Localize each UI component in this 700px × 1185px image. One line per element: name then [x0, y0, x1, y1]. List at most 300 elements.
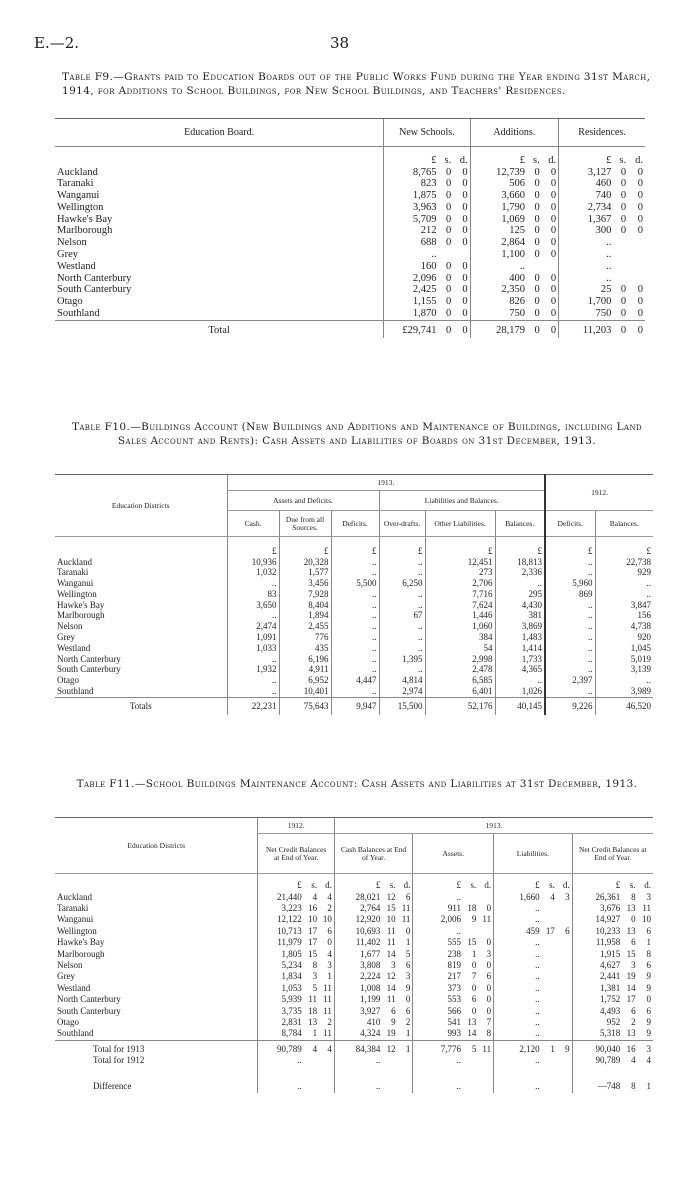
- table-row: [55, 621, 653, 632]
- total-value: 90,789: [258, 1040, 304, 1055]
- cell-value: 7,928: [279, 589, 331, 600]
- total-value: 22,231: [227, 697, 279, 715]
- table-row: [55, 284, 645, 296]
- total-label: Difference: [93, 1081, 132, 1092]
- cell-value: 1: [646, 937, 651, 948]
- cell-value: 0: [462, 201, 468, 213]
- total-value: 40,145: [495, 697, 545, 715]
- cell-value: 1,367: [559, 214, 614, 226]
- cell-value: 1,805: [258, 949, 304, 960]
- col-residences: Residences.: [559, 119, 645, 147]
- cell-value: 14: [386, 982, 396, 993]
- cell-value: 8: [631, 891, 636, 902]
- cell-value: 553: [413, 994, 463, 1005]
- cell-value: 0: [445, 213, 452, 225]
- district-name: Wanganui: [57, 914, 94, 925]
- district-name: South Canterbury: [57, 1005, 121, 1016]
- cell-value: 10: [322, 914, 332, 925]
- cell-value: 0: [534, 178, 540, 190]
- cell-value: 14,927: [572, 914, 622, 925]
- cell-value: ..: [595, 675, 653, 686]
- cell-value: ..: [494, 1006, 542, 1017]
- cell-value: 3,139: [595, 664, 653, 675]
- cell-value: 4,430: [495, 600, 545, 611]
- cell-value: 0: [620, 213, 627, 225]
- total-value: 15,500: [379, 697, 425, 715]
- cell-value: 0: [550, 201, 557, 213]
- cell-value: 2,734: [559, 202, 614, 214]
- cell-value: 10: [308, 914, 318, 925]
- total-value: ..: [258, 1067, 304, 1093]
- year-1913-header: 1913.: [227, 475, 545, 491]
- table-row: [55, 654, 653, 665]
- district-name: Otago: [57, 1016, 79, 1027]
- col-deficits: Deficits.: [331, 511, 379, 537]
- total-value: 46,520: [595, 697, 653, 715]
- cell-value: 0: [534, 225, 540, 237]
- cell-value: 0: [550, 213, 557, 225]
- cell-value: 4,814: [379, 675, 425, 686]
- cell-value: 1,069: [470, 214, 527, 226]
- table-row: [55, 675, 653, 686]
- difference-row: [55, 1067, 653, 1093]
- cell-value: 410: [334, 1017, 382, 1028]
- cell-value: 1: [405, 937, 411, 948]
- cell-value: 0: [327, 937, 332, 948]
- total-value: 0: [438, 320, 453, 338]
- total-value: 16: [622, 1040, 637, 1055]
- total-value: 84,384: [334, 1040, 382, 1055]
- cell-value: 4,627: [572, 960, 622, 971]
- total-value: 4: [304, 1040, 319, 1055]
- cell-value: [557, 1028, 572, 1040]
- cell-value: 2,425: [384, 284, 439, 296]
- cell-value: 0: [486, 982, 492, 993]
- unit-pounds: £: [331, 537, 379, 557]
- cell-value: ..: [494, 971, 542, 982]
- cell-value: 0: [637, 178, 643, 190]
- cell-value: 1,414: [495, 643, 545, 654]
- cell-value: [628, 249, 645, 261]
- district-name: Southland: [57, 308, 100, 320]
- unit-shillings: s.: [629, 880, 636, 891]
- table-row: [55, 686, 653, 697]
- total-value: [542, 1055, 557, 1066]
- table-row: [55, 1028, 653, 1040]
- table-row: [55, 1017, 653, 1028]
- cell-value: ..: [379, 643, 425, 654]
- cell-value: 0: [637, 296, 643, 308]
- cell-value: 3: [486, 948, 492, 959]
- cell-value: 1: [327, 971, 332, 982]
- cell-value: 10: [386, 914, 396, 925]
- cell-value: 10,693: [334, 926, 382, 937]
- cell-value: 0: [637, 225, 643, 237]
- total-label: Totals: [55, 697, 227, 715]
- table-row: [55, 249, 645, 261]
- cell-value: [628, 261, 645, 273]
- cell-value: 4,447: [331, 675, 379, 686]
- total-label: Total: [55, 320, 384, 338]
- cell-value: 920: [595, 632, 653, 643]
- cell-value: 14: [386, 948, 396, 959]
- cell-value: 826: [470, 296, 527, 308]
- total-value: 9,947: [331, 697, 379, 715]
- total-value: 0: [613, 320, 628, 338]
- cell-value: ..: [494, 1017, 542, 1028]
- year-1913-header: 1913.: [334, 818, 653, 834]
- table-row: [55, 937, 653, 948]
- cell-value: 10,401: [279, 686, 331, 697]
- total-value: £29,741: [384, 320, 439, 338]
- cell-value: [557, 937, 572, 948]
- table-row: [55, 178, 645, 190]
- table-f10-title: Table F10.—Buildings Account (New Buildings and Additions and Maintenance of Buildings, including Land Sales Account and Rents): Cash Assets and Liabilities of Boards on 31st December, 1913.: [71, 421, 643, 447]
- cell-value: 15: [626, 948, 636, 959]
- cell-value: 11: [482, 914, 492, 925]
- total-value: [542, 1067, 557, 1093]
- cell-value: 0: [550, 166, 557, 178]
- cell-value: 6,585: [425, 675, 495, 686]
- cell-value: 0: [620, 296, 627, 308]
- cell-value: ..: [413, 892, 463, 903]
- cell-value: 1,045: [595, 643, 653, 654]
- cell-value: 0: [620, 284, 627, 296]
- district-name: South Canterbury: [57, 284, 132, 296]
- cell-value: 6,952: [279, 675, 331, 686]
- table-row: [55, 589, 653, 600]
- unit-pounds: £: [334, 874, 382, 892]
- table-f9-title: Table F9.—Grants paid to Education Boards out of the Public Works Fund during the Year ending 31st March, 1914, for Additions to School Buildings, for New School Buildings, and Teachers' Residences.: [62, 71, 651, 97]
- cell-value: 0: [486, 937, 492, 948]
- cell-value: 0: [534, 190, 540, 202]
- cell-value: 28,021: [334, 892, 382, 903]
- cell-value: 3,963: [384, 202, 439, 214]
- cell-value: 4,911: [279, 664, 331, 675]
- units-spacer: [55, 537, 227, 557]
- cell-value: ..: [331, 610, 379, 621]
- cell-value: ..: [494, 949, 542, 960]
- table-row: [55, 167, 645, 179]
- cell-value: 0: [646, 994, 651, 1005]
- total-value: 11: [478, 1040, 493, 1055]
- table-row: [55, 994, 653, 1005]
- cell-value: 1,790: [470, 202, 527, 214]
- cell-value: 6: [646, 925, 651, 936]
- cell-value: 0: [637, 213, 643, 225]
- cell-value: ..: [494, 983, 542, 994]
- cell-value: 0: [550, 296, 557, 308]
- cell-value: [542, 1006, 557, 1017]
- cell-value: 300: [559, 225, 614, 237]
- cell-value: 10: [642, 914, 651, 925]
- cell-value: 12: [386, 891, 396, 902]
- cell-value: 12,122: [258, 914, 304, 925]
- district-name: Wanganui: [57, 190, 100, 202]
- unit-pounds: £: [494, 874, 542, 892]
- cell-value: ..: [379, 557, 425, 568]
- cell-value: ..: [331, 686, 379, 697]
- cell-value: 8: [486, 1028, 492, 1039]
- district-name: Auckland: [57, 166, 98, 178]
- cell-value: ..: [227, 654, 279, 665]
- cell-value: 0: [631, 914, 636, 925]
- unit-pence: d.: [562, 880, 570, 891]
- cell-value: 160: [384, 261, 439, 273]
- unit-shillings: s.: [311, 880, 318, 891]
- cell-value: [527, 261, 542, 273]
- cell-value: ..: [413, 926, 463, 937]
- cell-value: 3,847: [595, 600, 653, 611]
- cell-value: ..: [559, 249, 614, 261]
- cell-value: 3,223: [258, 903, 304, 914]
- district-name: Nelson: [57, 621, 83, 632]
- total-value: [304, 1067, 319, 1093]
- district-name: Westland: [57, 642, 91, 653]
- district-name: Otago: [57, 296, 83, 308]
- cell-value: ..: [227, 675, 279, 686]
- cell-value: 1,677: [334, 949, 382, 960]
- cell-value: 0: [445, 296, 452, 308]
- col-education-districts: Education Districts: [55, 818, 258, 874]
- cell-value: 5,019: [595, 654, 653, 665]
- cell-value: 6: [471, 994, 477, 1005]
- col-other-liabilities: Other Liabilities.: [425, 511, 495, 537]
- cell-value: 8,765: [384, 167, 439, 179]
- cell-value: [542, 949, 557, 960]
- col-balances-1912: Balances.: [595, 511, 653, 537]
- total-value: 0: [542, 320, 559, 338]
- cell-value: ..: [227, 610, 279, 621]
- cell-value: 1,100: [470, 249, 527, 261]
- cell-value: [613, 273, 628, 285]
- cell-value: 9: [646, 982, 651, 993]
- table-row: [55, 664, 653, 675]
- cell-value: [478, 892, 493, 903]
- cell-value: 0: [620, 178, 627, 190]
- cell-value: 1,894: [279, 610, 331, 621]
- cell-value: ..: [331, 632, 379, 643]
- cell-value: 0: [445, 260, 452, 272]
- cell-value: 6,196: [279, 654, 331, 665]
- cell-value: ..: [545, 567, 595, 578]
- total-row: [55, 1040, 653, 1055]
- unit-pounds: £: [413, 874, 463, 892]
- col-additions: Additions.: [470, 119, 558, 147]
- total-value: ..: [413, 1067, 463, 1093]
- total-value: [398, 1067, 413, 1093]
- cell-value: 6: [327, 925, 332, 936]
- cell-value: 13: [467, 1016, 477, 1027]
- total-value: 9: [557, 1040, 572, 1055]
- cell-value: 750: [559, 308, 614, 320]
- cell-value: 1,091: [227, 632, 279, 643]
- page-number: 38: [330, 34, 350, 52]
- cell-value: 0: [405, 994, 411, 1005]
- cell-value: ..: [545, 654, 595, 665]
- total-value: 4: [631, 1055, 636, 1066]
- cell-value: 5: [312, 982, 318, 993]
- cell-value: 15: [308, 948, 318, 959]
- cell-value: 0: [462, 237, 468, 249]
- cell-value: 4,365: [495, 664, 545, 675]
- cell-value: 0: [550, 237, 557, 249]
- cell-value: 2,006: [413, 914, 463, 925]
- cell-value: 3: [327, 959, 332, 970]
- cell-value: 2: [327, 1016, 332, 1027]
- cell-value: 7,716: [425, 589, 495, 600]
- cell-value: 1,932: [227, 664, 279, 675]
- col-new-schools: New Schools.: [384, 119, 470, 147]
- cell-value: ..: [379, 632, 425, 643]
- unit-pence: d.: [459, 154, 468, 166]
- cell-value: 460: [559, 178, 614, 190]
- cell-value: [557, 971, 572, 982]
- cell-value: 373: [413, 983, 463, 994]
- cell-value: ..: [595, 578, 653, 589]
- cell-value: 3: [312, 971, 318, 982]
- unit-pence: d.: [644, 880, 651, 891]
- cell-value: 1,060: [425, 621, 495, 632]
- cell-value: 4: [327, 948, 332, 959]
- district-name: Wellington: [57, 201, 104, 213]
- col-cash: Cash.: [227, 511, 279, 537]
- cell-value: 5,960: [545, 578, 595, 589]
- total-label: Total for 1913: [55, 1040, 258, 1055]
- cell-value: [613, 249, 628, 261]
- cell-value: 1,446: [425, 610, 495, 621]
- cell-value: [557, 994, 572, 1005]
- cell-value: 1: [471, 948, 477, 959]
- cell-value: 0: [550, 249, 557, 261]
- cell-value: 11: [401, 914, 411, 925]
- cell-value: [438, 249, 453, 261]
- cell-value: 14: [626, 982, 636, 993]
- cell-value: 0: [620, 190, 627, 202]
- cell-value: 217: [413, 971, 463, 982]
- total-value: [557, 1067, 572, 1093]
- cell-value: ..: [494, 937, 542, 948]
- cell-value: 10,936: [227, 557, 279, 568]
- col-overdrafts: Over-drafts.: [379, 511, 425, 537]
- cell-value: ..: [545, 643, 595, 654]
- cell-value: 6: [486, 971, 492, 982]
- cell-value: 1,483: [495, 632, 545, 643]
- cell-value: 16: [308, 902, 318, 913]
- unit-pence: d.: [548, 154, 557, 166]
- table-row: [55, 1006, 653, 1017]
- cell-value: 2,474: [227, 621, 279, 632]
- cell-value: [463, 926, 478, 937]
- cell-value: 0: [445, 166, 452, 178]
- cell-value: 819: [413, 960, 463, 971]
- cell-value: 5,500: [331, 578, 379, 589]
- table-row: [55, 557, 653, 568]
- district-name: Auckland: [57, 891, 92, 902]
- col-net-credit-1912: Net Credit Balances at End of Year.: [258, 834, 334, 874]
- cell-value: 5,939: [258, 994, 304, 1005]
- cell-value: 7: [486, 1016, 492, 1027]
- cell-value: 0: [534, 237, 540, 249]
- cell-value: 0: [550, 190, 557, 202]
- col-net-credit-1913: Net Credit Balances at End of Year.: [572, 834, 653, 874]
- cell-value: 0: [471, 1005, 477, 1016]
- cell-value: 952: [572, 1017, 622, 1028]
- cell-value: 0: [462, 284, 468, 296]
- total-value: ..: [334, 1055, 382, 1066]
- total-value: —748: [572, 1067, 622, 1093]
- cell-value: 0: [637, 190, 643, 202]
- cell-value: ..: [331, 589, 379, 600]
- cell-value: [613, 237, 628, 249]
- cell-value: 19: [626, 971, 636, 982]
- col-due-from-all-sources: Due from all Sources.: [279, 511, 331, 537]
- cell-value: 1,032: [227, 567, 279, 578]
- cell-value: 6: [646, 1005, 651, 1016]
- cell-value: 4,324: [334, 1028, 382, 1040]
- cell-value: 9: [646, 1028, 651, 1039]
- cell-value: 9: [391, 1016, 396, 1027]
- district-name: Taranaki: [57, 178, 94, 190]
- cell-value: 125: [470, 225, 527, 237]
- group-liabilities-balances: Liabilities and Balances.: [379, 491, 545, 511]
- total-value: ..: [334, 1067, 382, 1093]
- cell-value: [557, 960, 572, 971]
- cell-value: 0: [486, 994, 492, 1005]
- cell-value: ..: [384, 249, 439, 261]
- cell-value: 12,451: [425, 557, 495, 568]
- cell-value: 5: [405, 948, 411, 959]
- cell-value: ..: [559, 273, 614, 285]
- cell-value: 1,875: [384, 190, 439, 202]
- unit-shillings: s.: [389, 880, 396, 891]
- table-row: [55, 202, 645, 214]
- cell-value: 11: [323, 1005, 332, 1016]
- cell-value: 8,404: [279, 600, 331, 611]
- cell-value: 21,440: [258, 892, 304, 903]
- total-value: [304, 1055, 319, 1066]
- col-assets: Assets.: [413, 834, 494, 874]
- table-row: [55, 261, 645, 273]
- table-row: [55, 567, 653, 578]
- cell-value: 5,318: [572, 1028, 622, 1040]
- cell-value: 2,974: [379, 686, 425, 697]
- cell-value: 10,233: [572, 926, 622, 937]
- cell-value: 0: [445, 201, 452, 213]
- cell-value: 0: [445, 308, 452, 320]
- cell-value: 15: [467, 937, 477, 948]
- cell-value: 9: [646, 971, 651, 982]
- total-value: ..: [494, 1055, 542, 1066]
- cell-value: 3: [565, 891, 570, 902]
- cell-value: 11,958: [572, 937, 622, 948]
- cell-value: ..: [379, 621, 425, 632]
- unit-pence: d.: [325, 880, 332, 891]
- total-value: [463, 1067, 478, 1093]
- cell-value: 2: [631, 1016, 636, 1027]
- table-row: [55, 949, 653, 960]
- total-value: 7,776: [413, 1040, 463, 1055]
- cell-value: 0: [637, 284, 643, 296]
- cell-value: 11: [386, 937, 396, 948]
- cell-value: 750: [470, 308, 527, 320]
- total-value: 1: [542, 1040, 557, 1055]
- col-education-board: Education Board.: [55, 119, 384, 147]
- total-value: 11,203: [559, 320, 614, 338]
- cell-value: 6: [405, 891, 411, 902]
- cell-value: 1,834: [258, 971, 304, 982]
- unit-pence: d.: [635, 154, 643, 166]
